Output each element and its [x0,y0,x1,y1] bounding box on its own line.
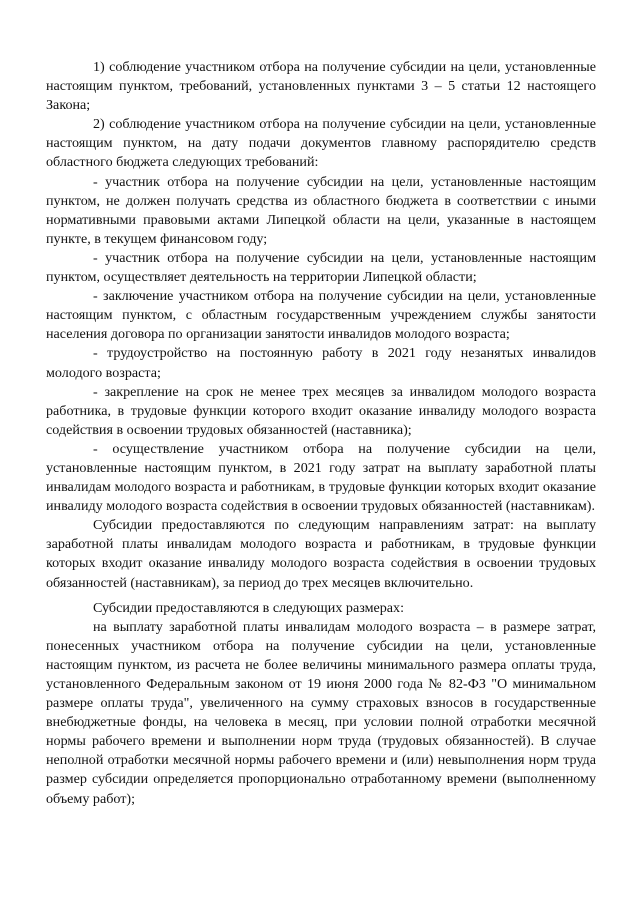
paragraph-bullet-no-other-funds: - участник отбора на получение субсидии на цели, установленные настоящим пунктом, не должен получать средства из областного бюджета в соответствии с иными нормативными правовыми актами Липецкой области на цели, указанные в настоящем пункте, в текущем финансовом году; [46,173,596,247]
paragraph-bullet-contract: - заключение участником отбора на получение субсидии на цели, установленные настоящим пунктом, с областным государственным учреждением службы занятости населения договора по организации занятости инвалидов молодого возраста; [46,288,596,343]
paragraph-bullet-territory: - участник отбора на получение субсидии на цели, установленные настоящим пунктом, осуществляет деятельность на территории Липецкой области; [46,249,596,286]
paragraph-subsidy-salary-amount: на выплату заработной платы инвалидам молодого возраста – в размере затрат, понесенных участником отбора на получение субсидии на цели, установленные настоящим пунктом, из расчета не более величины минимального размера оплаты труда, установленного Федеральным законом от 19 июня 2000 года № 82-ФЗ "О минимальном размере оплаты труда", увеличенного на сумму страховых взносов в государственные внебюджетные фонды, на человека в месяц, при условии полной отработки месячной нормы рабочего времени и выполнении норм труда (трудовых обязанностей). В случае неполной отработки месячной нормы рабочего времени и (или) невыполнения норм труда размер субсидии определяется пропорционально отработанному времени (выполненному объему работ); [46,618,596,807]
paragraph-subsidy-directions: Субсидии предоставляются по следующим направлениям затрат: на выплату заработной платы инвалидам молодого возраста и работникам, в трудовые функции которых входит оказание инвалиду молодого возраста содействия в освоении трудовых обязанностей (наставникам), за период до трех месяцев включительно. [46,517,596,591]
paragraph-subsidy-amounts-heading: Субсидии предоставляются в следующих размерах: [93,599,405,616]
paragraph-requirement-1: 1) соблюдение участником отбора на получение субсидии на цели, установленные настоящим пунктом, требований, установленных пунктами 3 – 5 статьи 12 настоящего Закона; [46,59,596,114]
paragraph-requirement-2: 2) соблюдение участником отбора на получение субсидии на цели, установленные настоящим пунктом, на дату подачи документов главному распорядителю средств областного бюджета следующих требований: [46,116,596,171]
paragraph-bullet-employment: - трудоустройство на постоянную работу в 2021 году незанятых инвалидов молодого возраста; [46,345,596,381]
paragraph-bullet-expenses: - осуществление участником отбора на получение субсидии на цели, установленные настоящим пунктом, в 2021 году затрат на выплату заработной платы инвалидам молодого возраста и работникам, в трудовые функции которых входит оказание инвалиду молодого возраста содействия в освоении трудовых обязанностей (наставникам). [46,440,596,515]
document-page [46,58,596,809]
paragraph-bullet-mentor: - закрепление на срок не менее трех месяцев за инвалидом молодого возраста работника, в трудовые функции которого входит оказание инвалиду молодого возраста содействия в освоении трудовых обязанностей (наставника); [46,383,596,438]
